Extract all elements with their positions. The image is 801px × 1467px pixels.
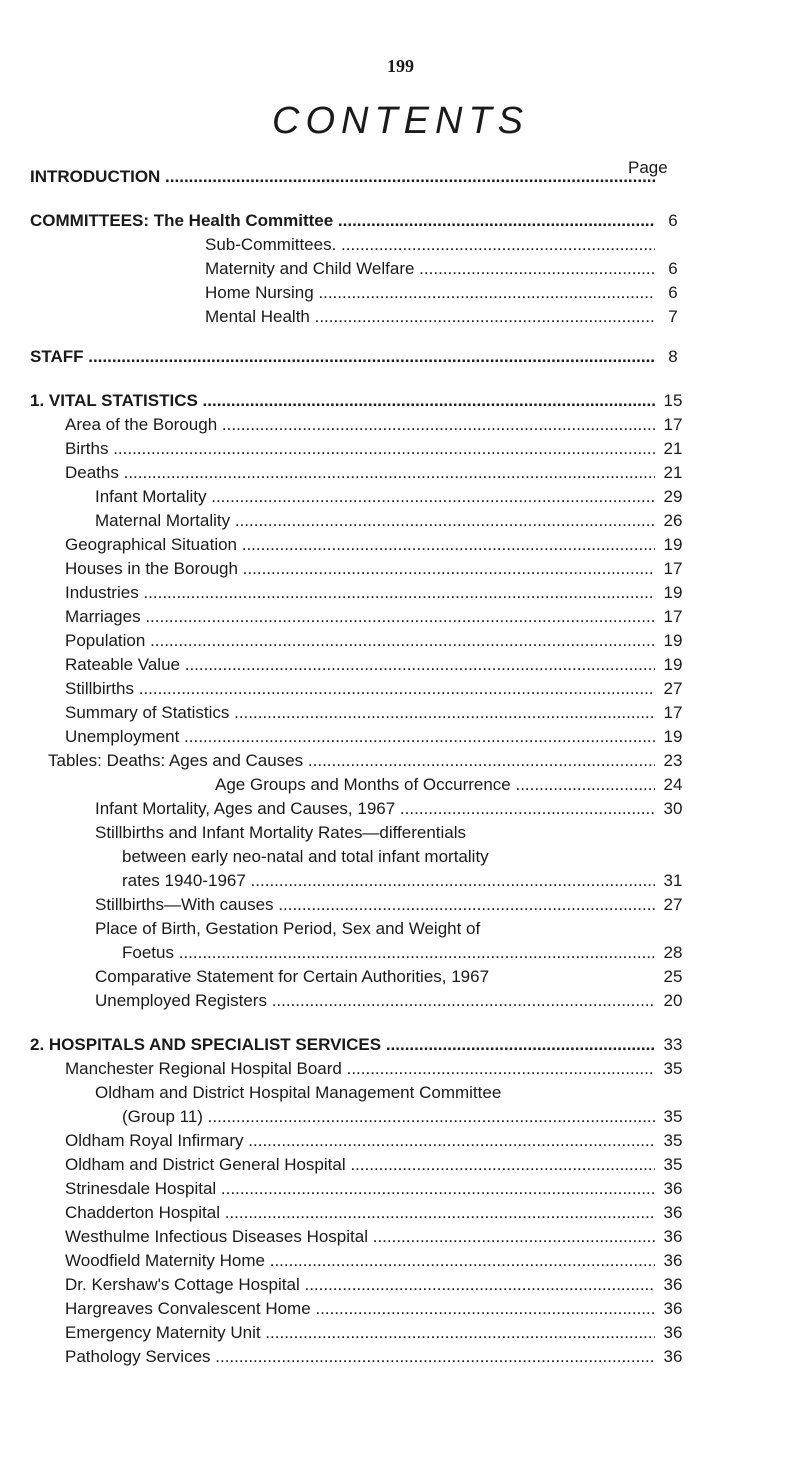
toc-entry-title: between early neo-natal and total infant mortality — [122, 847, 489, 866]
toc-entry — [0, 282, 801, 306]
toc-entry-title: Maternity and Child Welfare ..... — [205, 258, 655, 280]
toc-entry-title: Tables: Deaths: Ages and Causes ..... — [48, 750, 655, 772]
toc-entry-title: Maternal Mortality ..... — [95, 510, 655, 532]
toc-entry-title: Woodfield Maternity Home ..... — [65, 1250, 655, 1272]
toc-entry-page: 23 — [663, 751, 683, 770]
toc-entry — [0, 1034, 801, 1058]
toc-entry-title: Sub-Committees. ..... — [205, 234, 655, 256]
toc-entry-page: 19 — [663, 535, 683, 554]
toc-entry-title: Comparative Statement for Certain Authorities, 1967 — [95, 967, 490, 986]
toc-entry — [0, 1298, 801, 1322]
toc-entry — [0, 990, 801, 1014]
toc-entry — [0, 1202, 801, 1226]
toc-entry-title: Foetus ..... — [122, 942, 655, 964]
toc-entry — [0, 258, 801, 282]
toc-entry — [0, 606, 801, 630]
toc-entry-title: Summary of Statistics ..... — [65, 702, 655, 724]
toc-entry-page: 21 — [663, 463, 683, 482]
toc-entry-title: Hargreaves Convalescent Home ..... — [65, 1298, 655, 1320]
toc-entry — [0, 894, 801, 918]
toc-entry-title: Oldham and District General Hospital ..... — [65, 1154, 655, 1176]
toc-entry-page: 31 — [663, 871, 683, 890]
toc-entry-title: rates 1940-1967 ..... — [122, 870, 655, 892]
toc-entry-page: 17 — [663, 415, 683, 434]
page-column-label: Page — [628, 158, 668, 177]
toc-entry-title: Population ..... — [65, 630, 655, 652]
toc-entry-page: 35 — [663, 1131, 683, 1150]
toc-entry-title: Unemployed Registers ..... — [95, 990, 655, 1012]
toc-entry-title: Stillbirths—With causes ..... — [95, 894, 655, 916]
toc-entry — [0, 774, 801, 798]
toc-entry — [0, 462, 801, 486]
toc-entry-title: Strinesdale Hospital ..... — [65, 1178, 655, 1200]
toc-entry-page: 24 — [663, 775, 683, 794]
toc-entry-page: 25 — [663, 967, 683, 986]
toc-entry-title: Houses in the Borough ..... — [65, 558, 655, 580]
toc-entry-title: Chadderton Hospital ..... — [65, 1202, 655, 1224]
toc-entry-page: 35 — [663, 1059, 683, 1078]
toc-entry-page: 6 — [668, 211, 678, 230]
toc-entry-title: Manchester Regional Hospital Board ..... — [65, 1058, 655, 1080]
toc-entry-page: 6 — [668, 283, 678, 302]
page-title: CONTENTS — [272, 100, 529, 142]
toc-entry-title: Emergency Maternity Unit ..... — [65, 1322, 655, 1344]
toc-entry-page: 19 — [663, 631, 683, 650]
toc-entry — [0, 1274, 801, 1298]
toc-entry-title: Industries ..... — [65, 582, 655, 604]
toc-entry-title: COMMITTEES: The Health Committee ..... — [30, 210, 655, 232]
toc-entry-page: 19 — [663, 727, 683, 746]
toc-entry-page: 36 — [663, 1203, 683, 1222]
toc-entry-page: 28 — [663, 943, 683, 962]
toc-entry-title: Age Groups and Months of Occurrence ..... — [215, 774, 655, 796]
toc-entry-title: (Group 11) ..... — [122, 1106, 655, 1128]
toc-entry — [0, 210, 801, 234]
toc-entry-page: 36 — [663, 1347, 683, 1366]
toc-entry-page: 36 — [663, 1251, 683, 1270]
toc-entry-title: Stillbirths and Infant Mortality Rates—differentials — [95, 823, 467, 842]
toc-entry — [0, 1130, 801, 1154]
toc-entry-title: Infant Mortality ..... — [95, 486, 655, 508]
toc-entry-page: 36 — [663, 1227, 683, 1246]
toc-entry-title: INTRODUCTION ..... — [30, 166, 655, 188]
toc-entry-title: Home Nursing ..... — [205, 282, 655, 304]
page-number: 199 — [387, 56, 414, 76]
toc-entry-title: Westhulme Infectious Diseases Hospital ..... — [65, 1226, 655, 1248]
toc-entry-title: Dr. Kershaw's Cottage Hospital ..... — [65, 1274, 655, 1296]
toc-entry-title: Pathology Services ..... — [65, 1346, 655, 1368]
toc-entry-page: 30 — [663, 799, 683, 818]
toc-entry — [0, 798, 801, 822]
toc-entry — [0, 582, 801, 606]
toc-entry-title: Marriages ..... — [65, 606, 655, 628]
toc-entry-title: Rateable Value ..... — [65, 654, 655, 676]
toc-entry — [0, 1106, 801, 1130]
toc-entry-page: 21 — [663, 439, 683, 458]
toc-entry-title: Oldham Royal Infirmary ..... — [65, 1130, 655, 1152]
toc-entry — [0, 234, 801, 258]
toc-entry — [0, 1178, 801, 1202]
toc-entry-title: 1. VITAL STATISTICS ..... — [30, 390, 655, 412]
toc-entry-page: 36 — [663, 1275, 683, 1294]
toc-entry-page: 7 — [668, 307, 678, 326]
toc-entry-title: Infant Mortality, Ages and Causes, 1967 ..... — [95, 798, 655, 820]
toc-entry-title: Unemployment ..... — [65, 726, 655, 748]
toc-entry — [0, 630, 801, 654]
toc-entry — [0, 1322, 801, 1346]
toc-entry — [0, 918, 801, 942]
toc-entry-page: 6 — [668, 259, 678, 278]
toc-entry-page: 17 — [663, 703, 683, 722]
toc-entry — [0, 654, 801, 678]
toc-entry — [0, 390, 801, 414]
toc-entry-page: 33 — [663, 1035, 683, 1054]
toc-entry — [0, 678, 801, 702]
toc-entry — [0, 1346, 801, 1370]
toc-entry-title: Place of Birth, Gestation Period, Sex and Weight of — [95, 919, 481, 938]
toc-entry-title: Births ..... — [65, 438, 655, 460]
toc-entry-page: 19 — [663, 583, 683, 602]
toc-entry-title: Mental Health ..... — [205, 306, 655, 328]
toc-entry — [0, 346, 801, 370]
toc-entry — [0, 942, 801, 966]
toc-entry-title: 2. HOSPITALS AND SPECIALIST SERVICES ..... — [30, 1034, 655, 1056]
toc-entry — [0, 846, 801, 870]
toc-entry — [0, 166, 801, 190]
toc-entry — [0, 726, 801, 750]
toc-entry — [0, 534, 801, 558]
toc-entry-title: Deaths ..... — [65, 462, 655, 484]
toc-entry — [0, 702, 801, 726]
toc-entry — [0, 438, 801, 462]
toc-entry-page: 19 — [663, 655, 683, 674]
toc-entry-page: 27 — [663, 679, 683, 698]
toc-entry-page: 35 — [663, 1107, 683, 1126]
toc-entry-page: 17 — [663, 559, 683, 578]
toc-entry — [0, 558, 801, 582]
toc-entry-page: 35 — [663, 1155, 683, 1174]
toc-entry — [0, 750, 801, 774]
toc-entry — [0, 822, 801, 846]
toc-entry-page: 20 — [663, 991, 683, 1010]
toc-entry — [0, 1154, 801, 1178]
toc-entry-page: 15 — [663, 391, 683, 410]
toc-entry-page: 36 — [663, 1323, 683, 1342]
toc-entry — [0, 1058, 801, 1082]
toc-entry-title: Geographical Situation ..... — [65, 534, 655, 556]
toc-entry — [0, 966, 801, 990]
toc-entry — [0, 510, 801, 534]
toc-entry — [0, 1082, 801, 1106]
toc-entry — [0, 306, 801, 330]
toc-entry-title: Area of the Borough ..... — [65, 414, 655, 436]
toc-entry — [0, 870, 801, 894]
toc-entry-title: STAFF ..... — [30, 346, 655, 368]
toc-entry-page: 36 — [663, 1179, 683, 1198]
toc-entry — [0, 486, 801, 510]
toc-entry-title: Stillbirths ..... — [65, 678, 655, 700]
toc-entry-page: 17 — [663, 607, 683, 626]
toc-entry-page: 29 — [663, 487, 683, 506]
toc-entry-page: 36 — [663, 1299, 683, 1318]
toc-entry — [0, 1226, 801, 1250]
toc-entry-page: 26 — [663, 511, 683, 530]
toc-entry — [0, 414, 801, 438]
toc-entry-title: Oldham and District Hospital Management Committee — [95, 1083, 502, 1102]
toc-entry — [0, 1250, 801, 1274]
toc-entry-page: 8 — [668, 347, 678, 366]
toc-entry-page: 27 — [663, 895, 683, 914]
